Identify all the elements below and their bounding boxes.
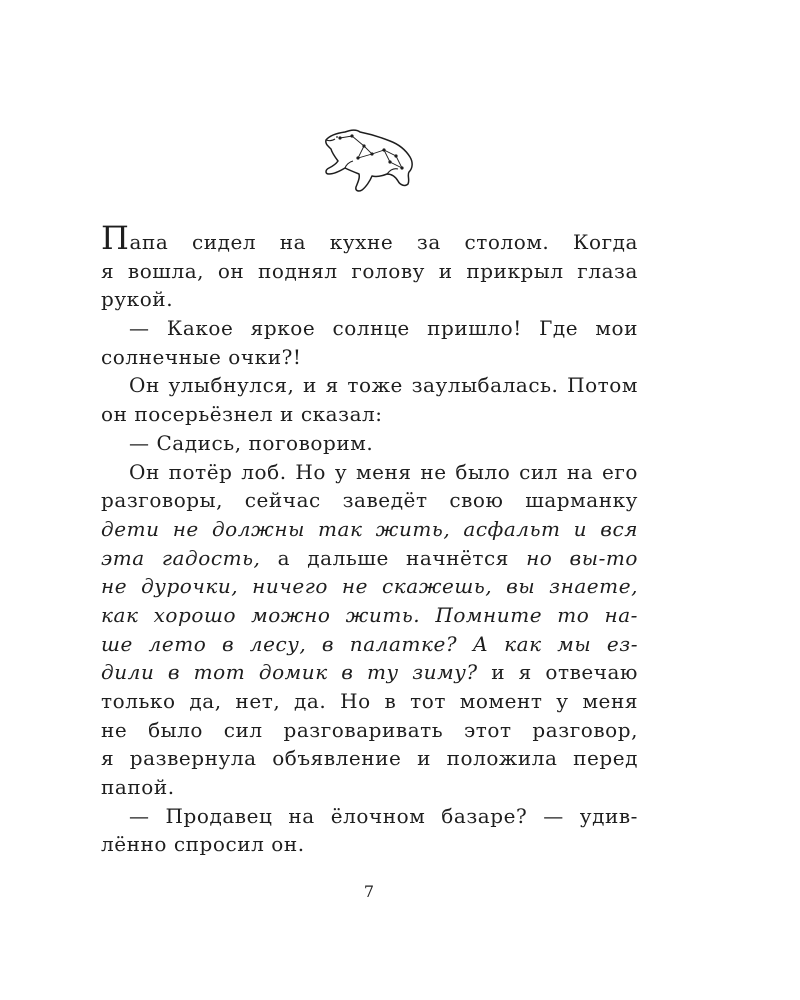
text-line	[101, 371, 638, 400]
text-line	[101, 572, 638, 601]
italic-text: не дурочки, ничего не скажешь, вы знаете,	[101, 574, 638, 599]
text-line	[101, 544, 638, 573]
text-segment: я развернула объявление и положила перед	[101, 746, 638, 771]
italic-text: как хорошо можно жить. Помните то на-	[101, 602, 638, 627]
text-segment: — Какое яркое солнце пришло! Где мои	[129, 316, 638, 341]
italic-text: дили в тот домик в ту зиму?	[101, 660, 478, 685]
text-segment: — Садись, поговорим.	[129, 430, 374, 455]
text-segment: он посерьёзнел и сказал:	[101, 402, 383, 427]
text-segment: солнечные очки?!	[101, 344, 302, 369]
text-line	[101, 773, 638, 802]
drop-cap: П	[101, 219, 130, 257]
text-segment: и я отвечаю	[477, 660, 638, 685]
text-line	[101, 744, 638, 773]
page-number: 7	[363, 882, 375, 901]
bear-constellation-icon	[318, 124, 418, 196]
text-segment: разговоры, сейчас заведёт свою шарманку	[101, 488, 638, 513]
text-line	[101, 486, 638, 515]
italic-text: ше лето в лесу, в палатке? А как мы ез-	[101, 631, 638, 656]
text-line	[101, 257, 638, 286]
text-segment: я вошла, он поднял голову и прикрыл глаза	[101, 258, 638, 283]
text-line	[101, 285, 638, 314]
text-line	[101, 687, 638, 716]
text-line	[101, 515, 638, 544]
text-segment: Он потёр лоб. Но у меня не было сил на его	[129, 459, 638, 484]
text-line	[101, 658, 638, 687]
text-line	[101, 400, 638, 429]
text-segment: только да, нет, да. Но в тот момент у меня	[101, 689, 638, 713]
text-line	[101, 630, 638, 659]
text-line	[101, 601, 638, 630]
text-segment: не было сил разговаривать этот разговор,	[101, 717, 638, 742]
text-line	[101, 314, 638, 343]
text-line	[101, 830, 638, 859]
text-segment: папой.	[101, 775, 175, 800]
text-line	[101, 343, 638, 372]
text-line	[101, 429, 638, 458]
text-segment: лённо спросил он.	[101, 832, 305, 857]
italic-text: дети не должны так жить, асфальт и вся	[101, 516, 638, 541]
italic-text: но вы-то	[526, 545, 638, 570]
text-line	[101, 802, 638, 831]
text-segment: — Продавец на ёлочном базаре? — удив-	[129, 803, 638, 828]
italic-text: эта гадость,	[101, 545, 261, 570]
text-segment: рукой.	[101, 287, 174, 312]
text-segment: Он улыбнулся, и я тоже заулыбалась. Потом	[129, 373, 638, 398]
text-line	[101, 458, 638, 487]
text-segment: а дальше начнётся	[260, 545, 527, 570]
text-segment: апа сидел на кухне за столом. Когда	[129, 230, 638, 254]
text-line	[101, 716, 638, 745]
text-line	[101, 219, 638, 257]
body-text	[101, 219, 638, 859]
